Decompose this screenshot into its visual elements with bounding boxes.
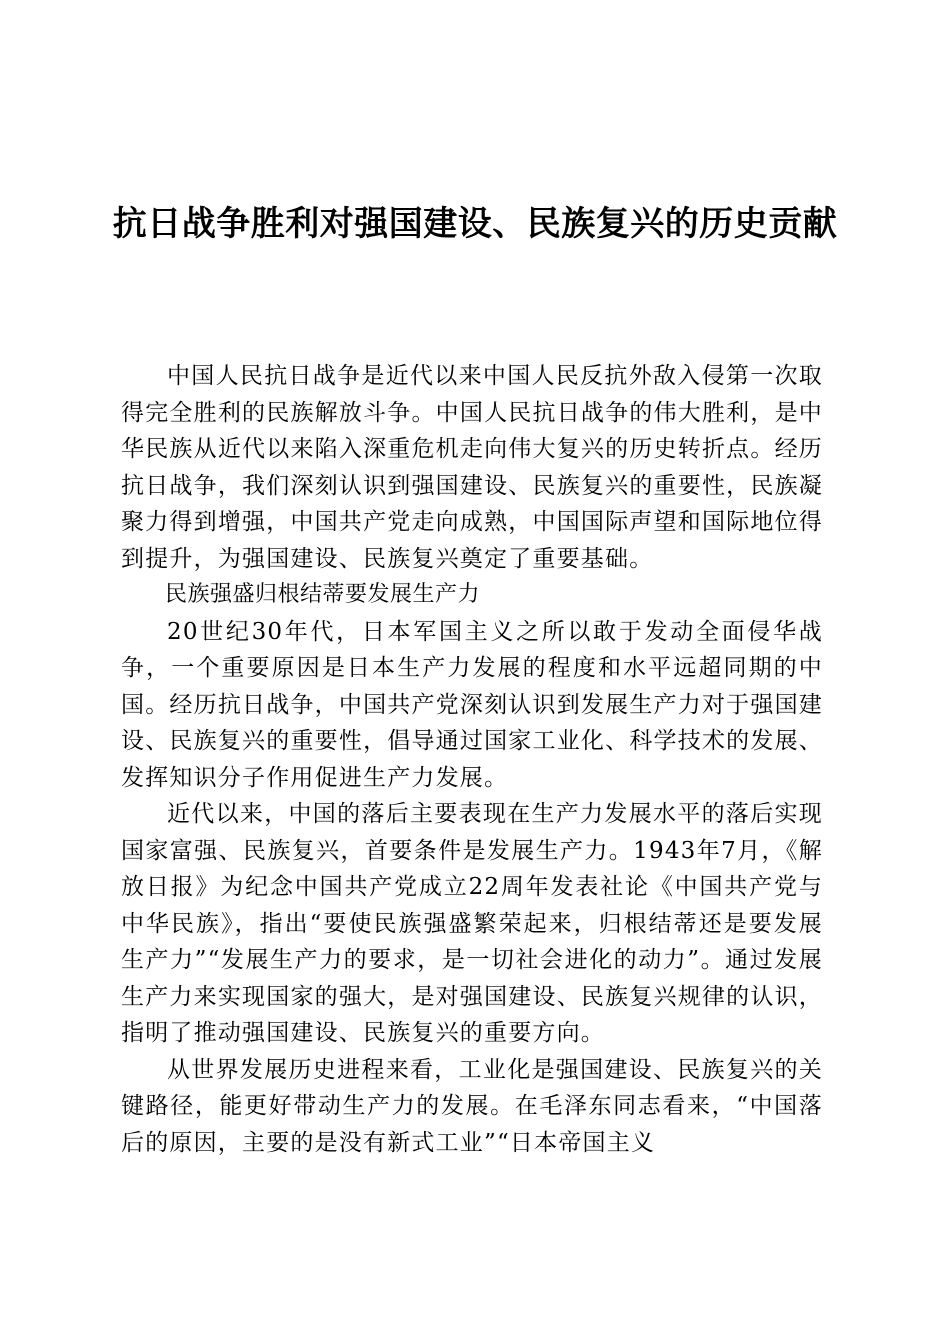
paragraph-industrialization: 从世界发展历史进程来看，工业化是强国建设、民族复兴的关键路径，能更好带动生产力的发展。在毛泽东同志看来，“中国落后的原因，主要的是没有新式工业”“日本帝国主义	[121, 1056, 823, 1156]
paragraph-productivity: 近代以来，中国的落后主要表现在生产力发展水平的落后实现国家富强、民族复兴，首要条件是发展生产力。1943年7月，《解放日报》为纪念中国共产党成立22周年发表社论《中国共产党与中华民族》，指出“要使民族强盛繁荣起来，归根结蒂还是要发展生产力”“发展生产力的要求，是一切社会进化的动力”。通过发展生产力来实现国家的强大，是对强国建设、民族复兴规律的认识，指明了推动强国建设、民族复兴的重要方向。	[121, 801, 823, 1046]
paragraph-intro: 中国人民抗日战争是近代以来中国人民反抗外敌入侵第一次取得完全胜利的民族解放斗争。中国人民抗日战争的伟大胜利，是中华民族从近代以来陷入深重危机走向伟大复兴的历史转折点。经历抗日战争，我们深刻认识到强国建设、民族复兴的重要性，民族凝聚力得到增强，中国共产党走向成熟，中国国际声望和国际地位得到提升，为强国建设、民族复兴奠定了重要基础。	[121, 363, 823, 572]
document-body	[121, 358, 823, 1161]
paragraph-1930s: 20世纪30年代，日本军国主义之所以敢于发动全面侵华战争，一个重要原因是日本生产力发展的程度和水平远超同期的中国。经历抗日战争，中国共产党深刻认识到发展生产力对于强国建设、民族复兴的重要性，倡导通过国家工业化、科学技术的发展、发挥知识分子作用促进生产力发展。	[121, 618, 823, 791]
document-title: 抗日战争胜利对强国建设、民族复兴的历史贡献	[112, 204, 838, 244]
section-heading: 民族强盛归根结蒂要发展生产力	[165, 582, 481, 607]
